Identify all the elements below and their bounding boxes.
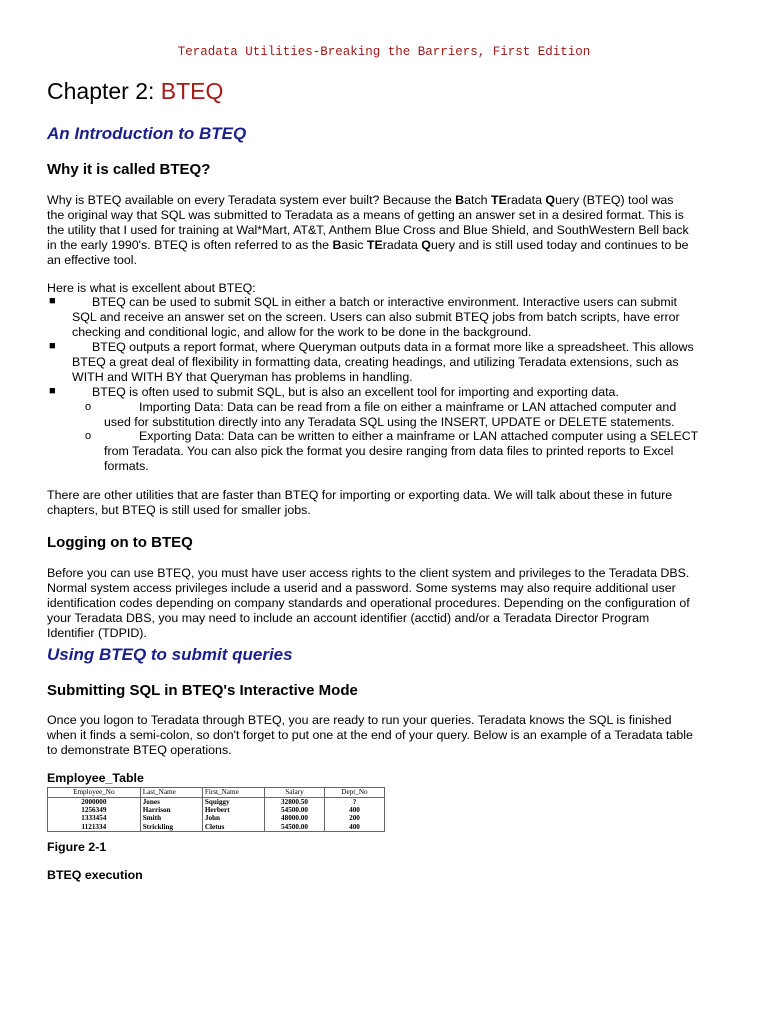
table-cell: 32800.50 54500.00 48000.00 54500.00: [265, 798, 325, 832]
table-cell: ? 400 200 400: [324, 798, 384, 832]
list-item: BTEQ outputs a report format, where Queryman outputs data in a format more like a spreadsheet. This allows BTEQ a great deal of flexibility in formatting data, creating headings, and utilizing Teradata extensions, such as WITH and WITH BY that Queryman has problems in handling.: [72, 340, 694, 384]
chapter-title: [47, 78, 223, 105]
section-heading-using: Using BTEQ to submit queries: [47, 645, 293, 664]
why-paragraph: Why is BTEQ available on every Teradata system ever built? Because the Batch TEradata Query (BTEQ) tool was the original way that SQL was submitted to Teradata as a means of getting an answer set in a desired format. This is the utility that I used for training at Wal*Mart, AT&T, Anthem Blue Cross and Blue Shield, and SouthWestern Bell back in the early 1990's. BTEQ is often referred to as the Basic TEradata Query and is still used today and continues to be an effective tool.: [47, 193, 689, 267]
circle-bullet-icon: o: [85, 430, 92, 442]
column-header: Last_Name: [140, 788, 202, 798]
chapter-prefix: Chapter 2:: [47, 78, 161, 104]
column-header: Salary: [265, 788, 325, 798]
table-cell: 2000000 1256349 1333454 1121334: [48, 798, 141, 832]
table-cell: Squiggy Herbert John Cletus: [202, 798, 264, 832]
bullet-icon: ■: [49, 385, 56, 397]
table-cell: Jones Harrison Smith Strickling: [140, 798, 202, 832]
chapter-name: BTEQ: [160, 78, 224, 104]
table-title: Employee_Table: [47, 771, 144, 785]
subheading-submitting: Submitting SQL in BTEQ's Interactive Mode: [47, 682, 358, 699]
bullet-icon: ■: [49, 295, 56, 307]
subheading-logging: Logging on to BTEQ: [47, 534, 193, 551]
bullet-icon: ■: [49, 340, 56, 352]
running-header: Teradata Utilities-Breaking the Barriers, First Edition: [177, 45, 591, 59]
column-header: First_Name: [202, 788, 264, 798]
section-heading-intro: An Introduction to BTEQ: [47, 124, 247, 143]
column-header: Employee_No: [48, 788, 141, 798]
subheading-execution: BTEQ execution: [47, 868, 143, 882]
logging-paragraph: Before you can use BTEQ, you must have user access rights to the client system and privileges to the Teradata DBS. Normal system access privileges include a userid and a password. Some systems may also require additional user identification codes depending on company standards and operational procedures. Depending on the configuration of your Teradata DBS, you may need to include an account identifier (acctid) and/or a Teradata Director Program Identifier (TDPID).: [47, 566, 690, 640]
circle-bullet-icon: o: [85, 401, 92, 413]
other-utilities-paragraph: There are other utilities that are faster than BTEQ for importing or exporting data. We will talk about these in future chapters, but BTEQ is still used for smaller jobs.: [47, 488, 673, 517]
sub-list-item: Exporting Data: Data can be written to either a mainframe or LAN attached computer using a SELECT from Teradata. You can also pick the format you desire ranging from data files to printed reports to Excel formats.: [104, 429, 699, 473]
list-item: BTEQ can be used to submit SQL in either a batch or interactive environment. Interactive users can submit SQL and receive an answer set on the screen. Users can also submit BTEQ jobs from batch scripts, have error checking and conditional logic, and allow for the work to be done in the background.: [72, 295, 680, 339]
list-item: BTEQ is often used to submit SQL, but is also an excellent tool for importing and exporting data.: [92, 385, 619, 399]
excellent-intro: Here is what is excellent about BTEQ:: [47, 281, 256, 295]
employee-table: [47, 787, 385, 832]
subheading-why: Why it is called BTEQ?: [47, 161, 211, 178]
sub-list-item: Importing Data: Data can be read from a file on either a mainframe or LAN attached computer and used for substitution directly into any Teradata SQL using the INSERT, UPDATE or DELETE statements.: [104, 400, 677, 429]
column-header: Dept_No: [324, 788, 384, 798]
table-header-row: [48, 788, 385, 798]
figure-caption: Figure 2-1: [47, 840, 107, 854]
table-body: [48, 798, 385, 832]
submit-paragraph: Once you logon to Teradata through BTEQ, you are ready to run your queries. Teradata knows the SQL is finished when it finds a semi-colon, so don't forget to put one at the end of your query. Below is an example of a Teradata table to demonstrate BTEQ operations.: [47, 713, 693, 757]
